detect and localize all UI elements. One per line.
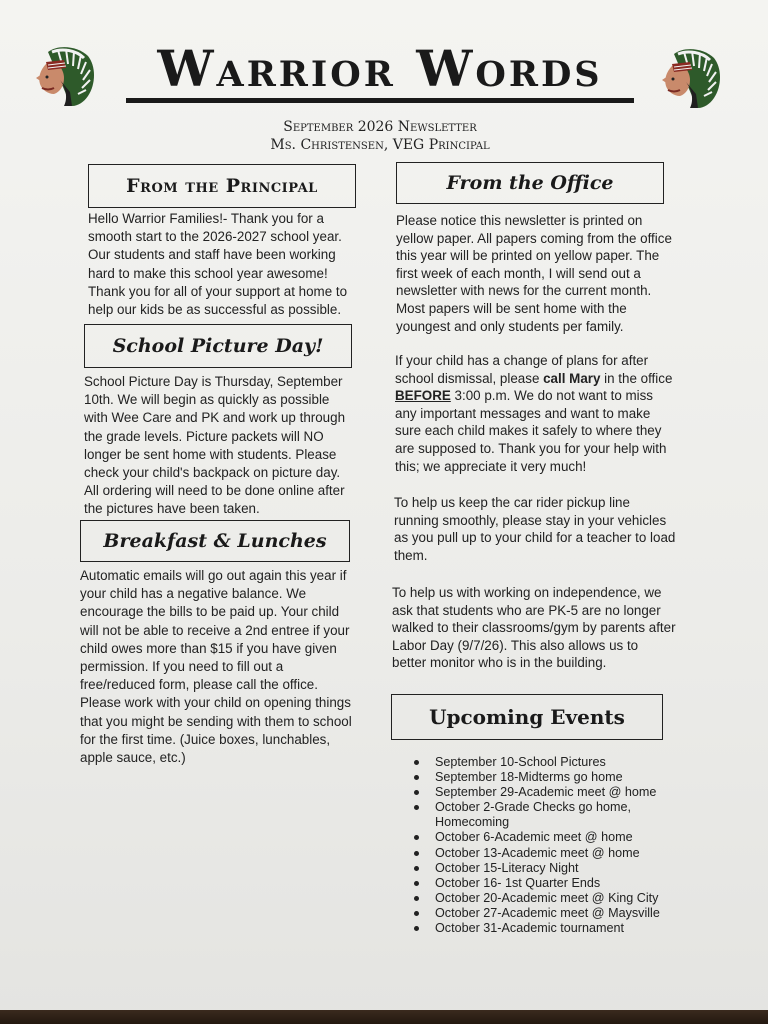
title-underline (126, 98, 634, 103)
dismissal-text-1: If your child has a change of plans for after school dismissal, please (395, 353, 649, 386)
principal-name: Ms. Christensen, VEG Principal (270, 137, 490, 153)
warrior-headdress-icon (652, 46, 724, 110)
section-heading-picture-day: School Picture Day! (84, 324, 352, 368)
list-item: October 13-Academic meet @ home (414, 846, 694, 861)
list-item: October 20-Academic meet @ King City (414, 891, 694, 906)
before-emphasis: BEFORE (395, 388, 451, 404)
section-heading-events: Upcoming Events (391, 694, 663, 740)
office-dismissal-notice (395, 352, 677, 475)
newsletter-subtitle (190, 118, 570, 154)
breakfast-text: Automatic emails will go out again this year if your child has a negative balance. We encourage the bills to be paid up. Your child will not be able to receive a 2nd entree if your child owes more than $15 if you have given permission. If you need to fill out a free/reduced form, please call the office. Please work with your child on opening things that you might be sending with them to school for the first time. (Juice boxes, lunchables, apple sauce, etc.) (80, 568, 352, 766)
table-edge (0, 1010, 768, 1024)
list-item: September 10-School Pictures (414, 755, 694, 770)
call-mary-emphasis: call Mary (543, 370, 601, 386)
section-heading-breakfast: Breakfast & Lunches (80, 520, 350, 562)
list-item: October 27-Academic meet @ Maysville (414, 906, 694, 921)
dismissal-text-3: 3:00 p.m. We do not want to miss any important messages and want to make sure each child makes it safely to where they are supposed to. Thank you for your help with this; we appreciate it very much! (395, 388, 667, 474)
list-item: September 29-Academic meet @ home (414, 785, 694, 800)
section-heading-principal: From the Principal (88, 164, 356, 208)
list-item: October 2-Grade Checks go home, Homecoming (414, 800, 694, 830)
section-heading-office: From the Office (396, 162, 664, 204)
office-paper-notice: Please notice this newsletter is printed on yellow paper. All papers coming from the office this year will be printed on yellow paper. The first week of each month, I will send out a newsletter with news for the current month. Most papers will be sent home with the youngest and only students per family. (396, 213, 672, 334)
list-item: October 6-Academic meet @ home (414, 830, 694, 845)
list-item: October 31-Academic tournament (414, 921, 694, 936)
principal-message: Hello Warrior Families!- Thank you for a smooth start to the 2026-2027 school year. Our students and staff have been working hard to make this school year awesome! Thank you for all of your support at home to help our kids be as successful as possible. (88, 211, 348, 318)
newsletter-title: Warrior Words (157, 39, 603, 98)
issue-date: September 2026 Newsletter (283, 119, 477, 135)
list-item: October 15-Literacy Night (414, 861, 694, 876)
events-list (414, 755, 694, 936)
list-item: October 16- 1st Quarter Ends (414, 876, 694, 891)
office-car-rider-notice: To help us keep the car rider pickup line running smoothly, please stay in your vehicles as you pull up to your child for a teacher to load them. (394, 495, 676, 563)
list-item: September 18-Midterms go home (414, 770, 694, 785)
office-independence-notice: To help us with working on independence, we ask that students who are PK-5 are no longer walked to their classrooms/gym by parents after Labor Day (9/7/26). This also allows us to better monitor who is in the building. (392, 585, 676, 671)
dismissal-text-2: in the office (600, 370, 673, 386)
warrior-headdress-icon (26, 44, 98, 108)
picture-day-text: School Picture Day is Thursday, September 10th. We will begin as quickly as possible with Wee Care and PK and work up through the grade levels. Picture packets will NO longer be sent home with students. Please check your child's backpack on picture day. All ordering will need to be done online after the pictures have been taken. (84, 374, 346, 517)
masthead (120, 40, 640, 103)
